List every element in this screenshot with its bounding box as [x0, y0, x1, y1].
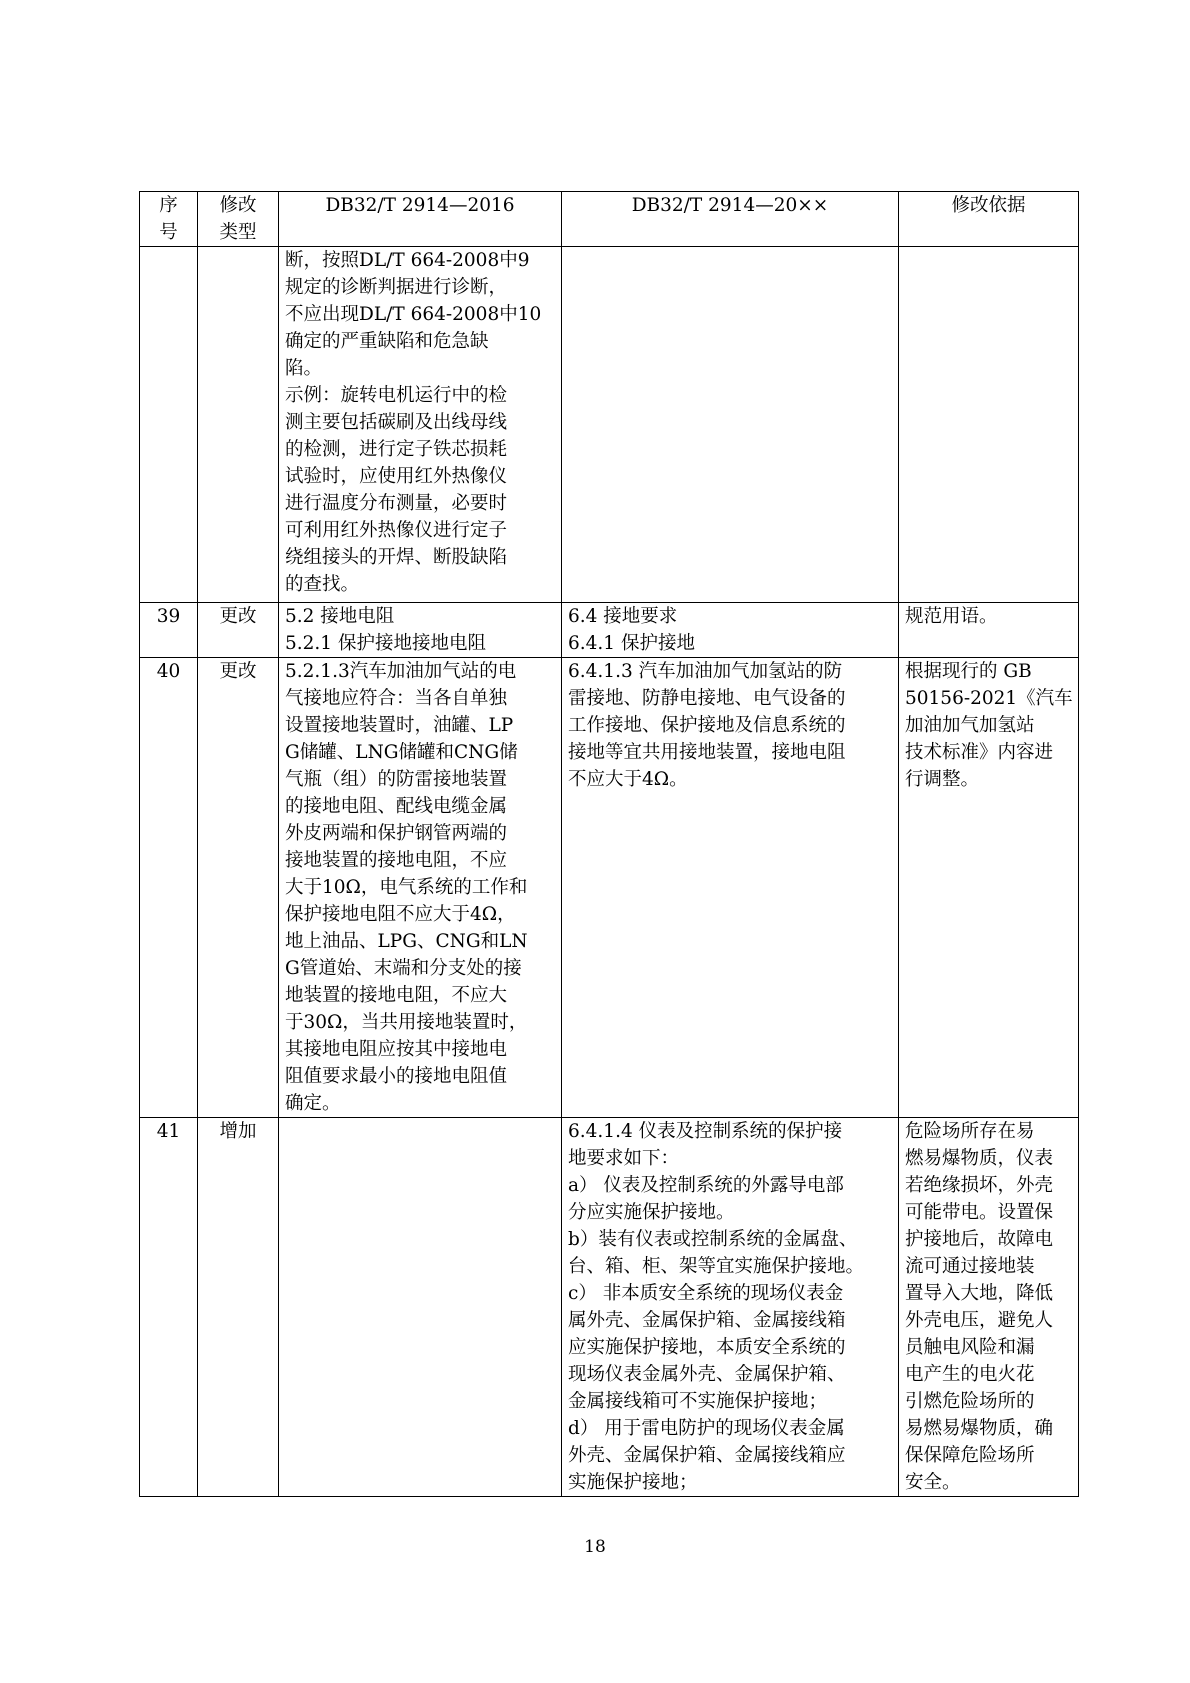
cell-line: 加油加气加氢站: [905, 715, 1035, 736]
cell-change-type: 增加: [198, 1118, 279, 1497]
cell-line: 金属接线箱可不实施保护接地；: [568, 1391, 828, 1412]
table-row: [140, 658, 1079, 1118]
cell-line: 规定的诊断判据进行诊断，: [285, 277, 508, 298]
cell-line: 其接地电阻应按其中接地电: [285, 1039, 508, 1060]
cell-line: b）装有仪表或控制系统的金属盘、: [568, 1229, 858, 1250]
cell-serial-number: 39: [140, 603, 198, 658]
cell-line: 可利用红外热像仪进行定子: [285, 520, 508, 541]
header-row: [140, 192, 1079, 247]
cell-line: 地要求如下：: [568, 1148, 680, 1169]
cell-line: 接地装置的接地电阻，不应: [285, 850, 508, 871]
cell-serial-number: 40: [140, 658, 198, 1118]
cell-basis-text: [899, 658, 1079, 1118]
cell-basis-text: [899, 247, 1079, 603]
cell-line: 实施保护接地；: [568, 1472, 698, 1493]
cell-line: 绕组接头的开焊、断股缺陷: [285, 547, 508, 568]
cell-new-text: [562, 1118, 899, 1497]
cell-line: G储罐、LNG储罐和CNG储: [285, 742, 518, 763]
header-change-type: 修改 类型: [198, 192, 279, 247]
cell-line: 安全。: [905, 1472, 961, 1493]
table-row: [140, 1118, 1079, 1497]
cell-change-type: [198, 247, 279, 603]
table-row: [140, 603, 1079, 658]
cell-line: 大于10Ω，电气系统的工作和: [285, 877, 528, 898]
cell-line: 保护接地电阻不应大于4Ω，: [285, 904, 516, 925]
cell-line: 的接地电阻、配线电缆金属: [285, 796, 508, 817]
cell-line: 6.4.1.3 汽车加油加气加氢站的防: [568, 661, 843, 682]
cell-line: a） 仪表及控制系统的外露导电部: [568, 1175, 844, 1196]
cell-new-text: [562, 658, 899, 1118]
cell-line: 地上油品、LPG、CNG和LN: [285, 931, 528, 952]
cell-change-type: 更改: [198, 658, 279, 1118]
cell-new-text: [562, 247, 899, 603]
cell-line: 技术标准》内容进: [905, 742, 1054, 763]
cell-line: 进行温度分布测量，必要时: [285, 493, 508, 514]
revision-table: [139, 191, 1079, 1497]
cell-line: 气接地应符合：当各自单独: [285, 688, 508, 709]
cell-line: 6.4 接地要求: [568, 606, 678, 627]
cell-line: 易燃易爆物质，确: [905, 1418, 1054, 1439]
cell-line: 试验时，应使用红外热像仪: [285, 466, 508, 487]
cell-line: 电产生的电火花: [905, 1364, 1035, 1385]
cell-line: 陷。: [285, 358, 323, 379]
cell-line: 行调整。: [905, 769, 980, 790]
cell-line: 5.2.1.3汽车加油加气站的电: [285, 661, 517, 682]
cell-line: 可能带电。设置保: [905, 1202, 1054, 1223]
cell-line: 6.4.1.4 仪表及控制系统的保护接: [568, 1121, 843, 1142]
cell-line: 确定。: [285, 1093, 341, 1114]
cell-line: 阻值要求最小的接地电阻值: [285, 1066, 508, 1087]
cell-old-text: [279, 1118, 562, 1497]
cell-line: 接地等宜共用接地装置，接地电阻: [568, 742, 846, 763]
table-row: [140, 247, 1079, 603]
cell-line: 燃易爆物质，仪表: [905, 1148, 1054, 1169]
cell-serial-number: 41: [140, 1118, 198, 1497]
cell-new-text: [562, 603, 899, 658]
cell-line: 工作接地、保护接地及信息系统的: [568, 715, 846, 736]
cell-line: 引燃危险场所的: [905, 1391, 1035, 1412]
cell-line: 6.4.1 保护接地: [568, 633, 695, 654]
cell-line: 外壳电压，避免人: [905, 1310, 1054, 1331]
cell-line: 5.2.1 保护接地接地电阻: [285, 633, 486, 654]
cell-line: 危险场所存在易: [905, 1121, 1035, 1142]
cell-line: 外壳、金属保护箱、金属接线箱应: [568, 1445, 846, 1466]
cell-line: 设置接地装置时，油罐、LP: [285, 715, 514, 736]
cell-line: 测主要包括碳刷及出线母线: [285, 412, 508, 433]
cell-line: 断，按照DL/T 664-2008中9: [285, 250, 530, 271]
cell-line: 属外壳、金属保护箱、金属接线箱: [568, 1310, 846, 1331]
cell-line: d） 用于雷电防护的现场仪表金属: [568, 1418, 845, 1439]
cell-basis-text: [899, 1118, 1079, 1497]
cell-line: 不应大于4Ω。: [568, 769, 688, 790]
cell-change-type: 更改: [198, 603, 279, 658]
cell-serial-number: [140, 247, 198, 603]
header-old-standard: DB32/T 2914—2016: [279, 192, 562, 247]
cell-line: 50156-2021《汽车: [905, 688, 1073, 709]
cell-line: 流可通过接地装: [905, 1256, 1035, 1277]
cell-old-text: [279, 603, 562, 658]
cell-line: 地装置的接地电阻，不应大: [285, 985, 508, 1006]
cell-line: 的检测，进行定子铁芯损耗: [285, 439, 508, 460]
cell-line: 外皮两端和保护钢管两端的: [285, 823, 508, 844]
cell-line: 于30Ω，当共用接地装置时，: [285, 1012, 528, 1033]
cell-line: 若绝缘损坏，外壳: [905, 1175, 1054, 1196]
cell-old-text: [279, 247, 562, 603]
cell-line: 置导入大地，降低: [905, 1283, 1054, 1304]
cell-line: 台、箱、柜、架等宜实施保护接地。: [568, 1256, 865, 1277]
cell-basis-text: [899, 603, 1079, 658]
cell-line: 5.2 接地电阻: [285, 606, 395, 627]
cell-line: G管道始、末端和分支处的接: [285, 958, 522, 979]
cell-line: 示例：旋转电机运行中的检: [285, 385, 508, 406]
cell-line: 根据现行的 GB: [905, 661, 1032, 682]
cell-line: 员触电风险和漏: [905, 1337, 1035, 1358]
cell-line: c） 非本质安全系统的现场仪表金: [568, 1283, 844, 1304]
page-number: 18: [584, 1537, 606, 1557]
cell-line: 保保障危险场所: [905, 1445, 1035, 1466]
cell-line: 现场仪表金属外壳、金属保护箱、: [568, 1364, 846, 1385]
cell-line: 应实施保护接地，本质安全系统的: [568, 1337, 846, 1358]
header-basis: 修改依据: [899, 192, 1079, 247]
cell-line: 雷接地、防静电接地、电气设备的: [568, 688, 846, 709]
cell-line: 的查找。: [285, 574, 360, 595]
header-serial-number: 序 号: [140, 192, 198, 247]
header-new-standard: DB32/T 2914—20××: [562, 192, 899, 247]
cell-line: 不应出现DL/T 664-2008中10: [285, 304, 542, 325]
cell-line: 分应实施保护接地。: [568, 1202, 735, 1223]
cell-line: 护接地后，故障电: [905, 1229, 1054, 1250]
cell-line: 确定的严重缺陷和危急缺: [285, 331, 489, 352]
cell-line: 规范用语。: [905, 606, 998, 627]
cell-old-text: [279, 658, 562, 1118]
cell-line: 气瓶（组）的防雷接地装置: [285, 769, 508, 790]
